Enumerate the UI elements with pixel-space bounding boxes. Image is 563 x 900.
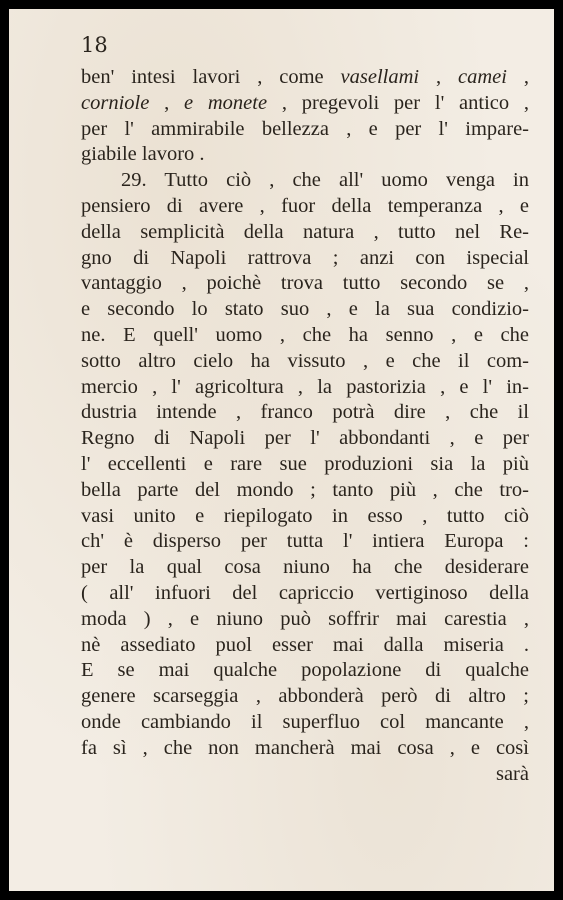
text-line xyxy=(81,297,529,323)
page-number: 18 xyxy=(81,33,108,57)
text-segment: mercio , l' agricoltura , la pastorizia , e l' in- xyxy=(81,375,529,398)
text-line xyxy=(81,220,529,246)
text-segment: giabile lavoro . xyxy=(81,143,205,166)
text-segment: ben' intesi lavori , come xyxy=(81,66,341,88)
text-segment: sotto altro cielo ha vissuto , e che il com- xyxy=(81,349,529,372)
text-segment: per la qual cosa niuno ha che desiderare xyxy=(81,556,529,579)
text-line xyxy=(81,65,529,91)
text-segment: Regno di Napoli per l' abbondanti , e per xyxy=(81,427,529,450)
text-line xyxy=(81,658,529,684)
text-line xyxy=(81,452,529,478)
text-segment: sarà xyxy=(495,762,529,785)
text-segment: gno di Napoli rattrova ; anzi con ispecial xyxy=(81,246,529,269)
body-text xyxy=(81,65,529,787)
catchword xyxy=(81,762,529,788)
text-line xyxy=(81,400,529,426)
text-line xyxy=(81,529,529,555)
book-page xyxy=(9,9,554,891)
text-segment: onde cambiando il superfluo col mancante , xyxy=(81,710,529,733)
text-segment: vasi unito e riepilogato in esso , tutto ciò xyxy=(81,504,529,527)
text-segment: nè assediato puol esser mai dalla miseria . xyxy=(81,633,529,656)
text-line xyxy=(81,271,529,297)
text-segment: moda ) , e niuno può soffrir mai carestia , xyxy=(81,607,529,630)
text-segment: dustria intende , franco potrà dire , che il xyxy=(81,401,529,424)
text-line xyxy=(81,736,529,762)
text-segment: della semplicità della natura , tutto nel Re- xyxy=(81,220,529,243)
text-segment: ch' è disperso per tutta l' intiera Europa : xyxy=(81,530,529,553)
text-segment: ne. E quell' uomo , che ha senno , e che xyxy=(81,323,529,346)
text-line xyxy=(81,581,529,607)
text-line xyxy=(81,323,529,349)
text-line xyxy=(81,555,529,581)
text-line xyxy=(81,684,529,710)
text-line xyxy=(81,633,529,659)
italic-term: e monete xyxy=(184,91,268,114)
text-segment: , xyxy=(506,66,529,88)
text-segment: E se mai qualche popolazione di qualche xyxy=(81,659,529,682)
text-line xyxy=(81,426,529,452)
text-segment: vantaggio , poichè trova tutto secondo se , xyxy=(81,272,529,295)
text-line xyxy=(81,117,529,143)
text-segment: fa sì , che non mancherà mai cosa , e così xyxy=(81,736,529,759)
text-segment: ( all' infuori del capriccio vertiginoso della xyxy=(81,581,529,604)
text-segment: 29. Tutto ciò , che all' uomo venga in xyxy=(121,169,529,192)
italic-term: corniole xyxy=(81,91,150,114)
text-line xyxy=(81,194,529,220)
text-line xyxy=(81,375,529,401)
italic-term: camei xyxy=(458,66,507,88)
text-line xyxy=(81,142,529,168)
text-segment: bella parte del mondo ; tanto più , che tro- xyxy=(81,478,529,501)
text-segment: , xyxy=(149,91,184,114)
text-line xyxy=(81,478,529,504)
text-line xyxy=(81,607,529,633)
text-segment: per l' ammirabile bellezza , e per l' impare- xyxy=(81,117,529,140)
text-segment: e secondo lo stato suo , e la sua condizio- xyxy=(81,298,529,321)
text-segment: l' eccellenti e rare sue produzioni sia la più xyxy=(81,452,529,475)
text-line xyxy=(81,246,529,272)
text-line xyxy=(81,349,529,375)
text-line xyxy=(81,91,529,117)
text-segment: pensiero di avere , fuor della temperanza , e xyxy=(81,194,529,217)
text-segment: genere scarseggia , abbonderà però di altro ; xyxy=(81,685,529,708)
text-segment: , pregevoli per l' antico , xyxy=(267,91,529,114)
text-line xyxy=(81,504,529,530)
text-line xyxy=(81,168,529,194)
text-segment: , xyxy=(419,66,459,88)
italic-term: vasellami xyxy=(340,66,420,88)
text-line xyxy=(81,710,529,736)
